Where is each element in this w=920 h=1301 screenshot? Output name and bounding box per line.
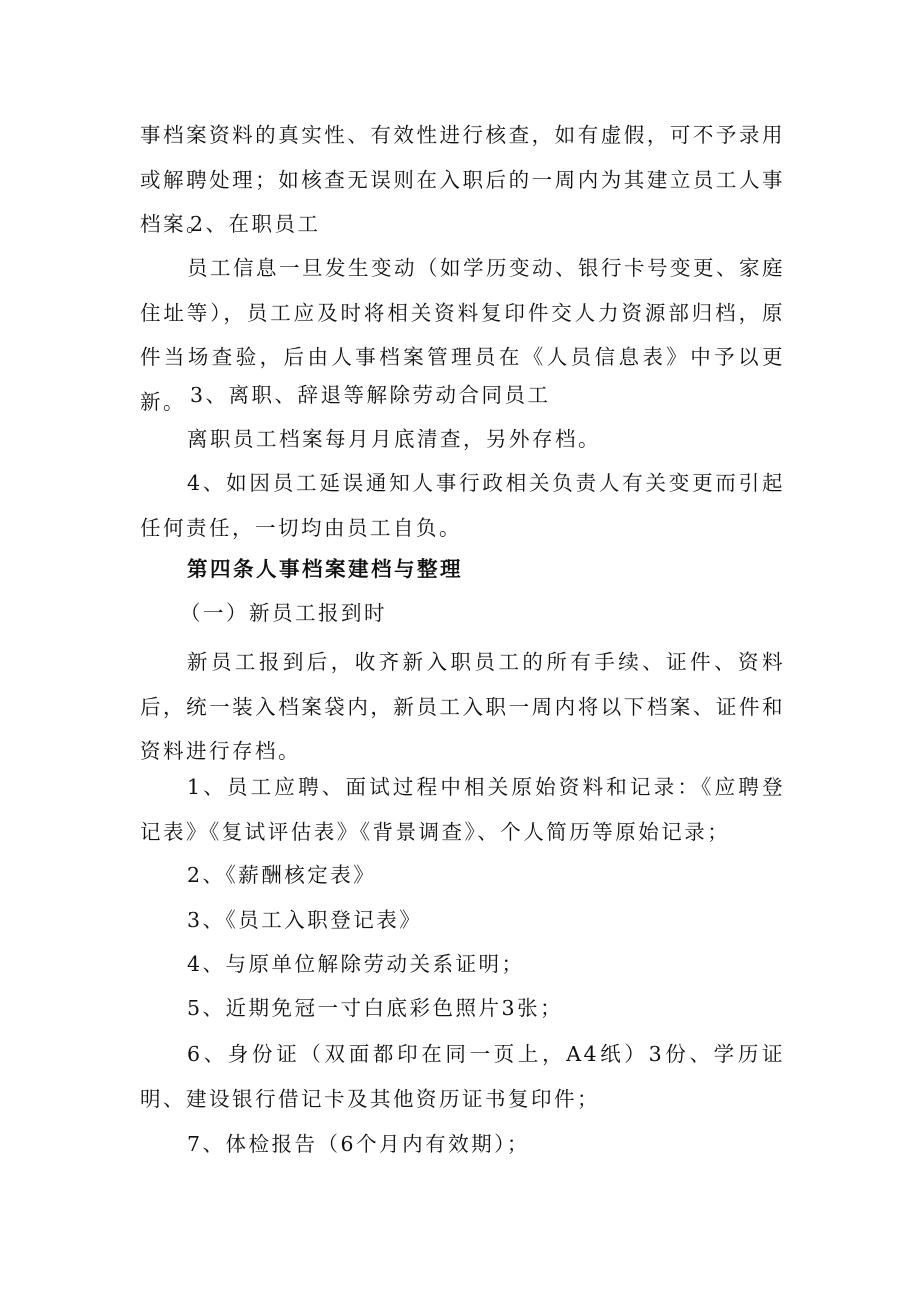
item-resigned-employees: 3、离职、辞退等解除劳动合同员工 [190,383,551,407]
list-item-5: 5、近期免冠一寸白底彩色照片3张； [187,996,564,1020]
list-item-6: 6、身份证（双面都印在同一页上，A4纸）3份、学历证明、建设银行借记卡及其他资历证书复印件； [140,1042,785,1111]
paragraph-resigned-archive: 离职员工档案每月月底清查，另外存档。 [187,427,601,451]
item-active-employees: 2、在职员工 [190,212,321,236]
list-item-2: 2、《薪酬核定表》 [187,863,377,887]
article4-heading: 第四条人事档案建档与整理 [187,557,463,581]
paragraph-verification: 事档案资料的真实性、有效性进行核查，如有虚假，可不予录用或解聘处理；如核查无误则在入职后的一周内为其建立员工人事档案。 [140,123,785,236]
paragraph-new-employee-filing: 新员工报到后，收齐新入职员工的所有手续、证件、资料后，统一装入档案袋内，新员工入职一周内将以下档案、证件和资料进行存档。 [140,650,785,763]
list-item-7: 7、体检报告（6个月内有效期）； [187,1132,530,1156]
paragraph-liability: 4、如因员工延误通知人事行政相关负责人有关变更而引起任何责任，一切均由员工自负。 [140,471,785,540]
list-item-3: 3、《员工入职登记表》 [187,908,423,932]
list-item-1: 1、员工应聘、面试过程中相关原始资料和记录：《应聘登记表》《复试评估表》《背景调查》、个人简历等原始记录； [140,775,785,844]
list-item-4: 4、与原单位解除劳动关系证明； [187,952,525,976]
section1-heading: （一）新员工报到时 [180,601,387,625]
paragraph-info-change: 员工信息一旦发生变动（如学历变动、银行卡号变更、家庭住址等），员工应及时将相关资料复印件交人力资源部归档，原件当场查验，后由人事档案管理员在《人员信息表》中予以更新。 [140,256,785,414]
